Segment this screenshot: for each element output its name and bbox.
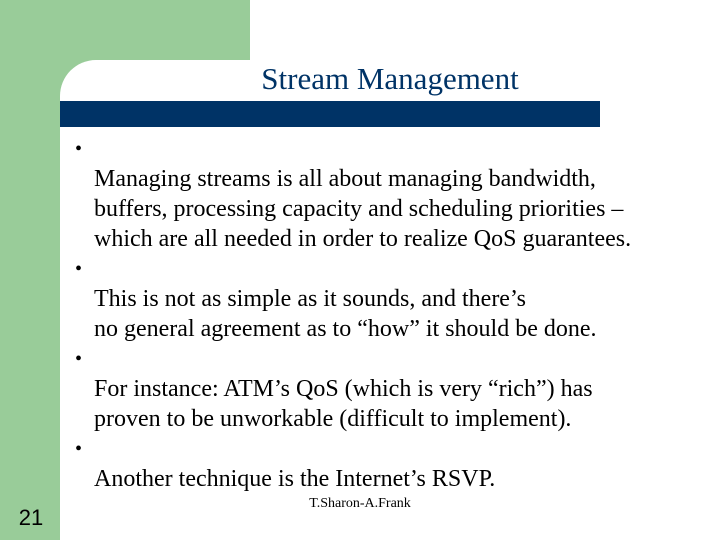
bullet-marker: • [75, 258, 83, 280]
bullet-item [72, 344, 720, 434]
bullet-marker: • [75, 348, 83, 370]
bullet-marker: • [75, 138, 83, 160]
bullet-marker: • [75, 438, 83, 460]
title-underline-bar [60, 101, 600, 127]
bullet-item [72, 254, 720, 344]
bullet-list [72, 134, 720, 494]
footer-author: T.Sharon-A.Frank [309, 496, 411, 511]
slide-title: Stream Management [261, 61, 519, 96]
bullet-text: Managing streams is all about managing bandwidth, buffers, processing capacity and scheduling priorities – which are all needed in order to realize QoS guarantees. [94, 166, 632, 252]
bullet-text: This is not as simple as it sounds, and there’s no general agreement as to “how” it should be done. [94, 286, 597, 342]
bullet-text: For instance: ATM’s QoS (which is very “rich”) has proven to be unworkable (difficult to implement). [94, 376, 593, 432]
slide-number: 21 [18, 505, 44, 530]
bullet-text: Another technique is the Internet’s RSVP. [94, 466, 496, 492]
bullet-item [72, 134, 720, 254]
bullet-item [72, 434, 720, 494]
